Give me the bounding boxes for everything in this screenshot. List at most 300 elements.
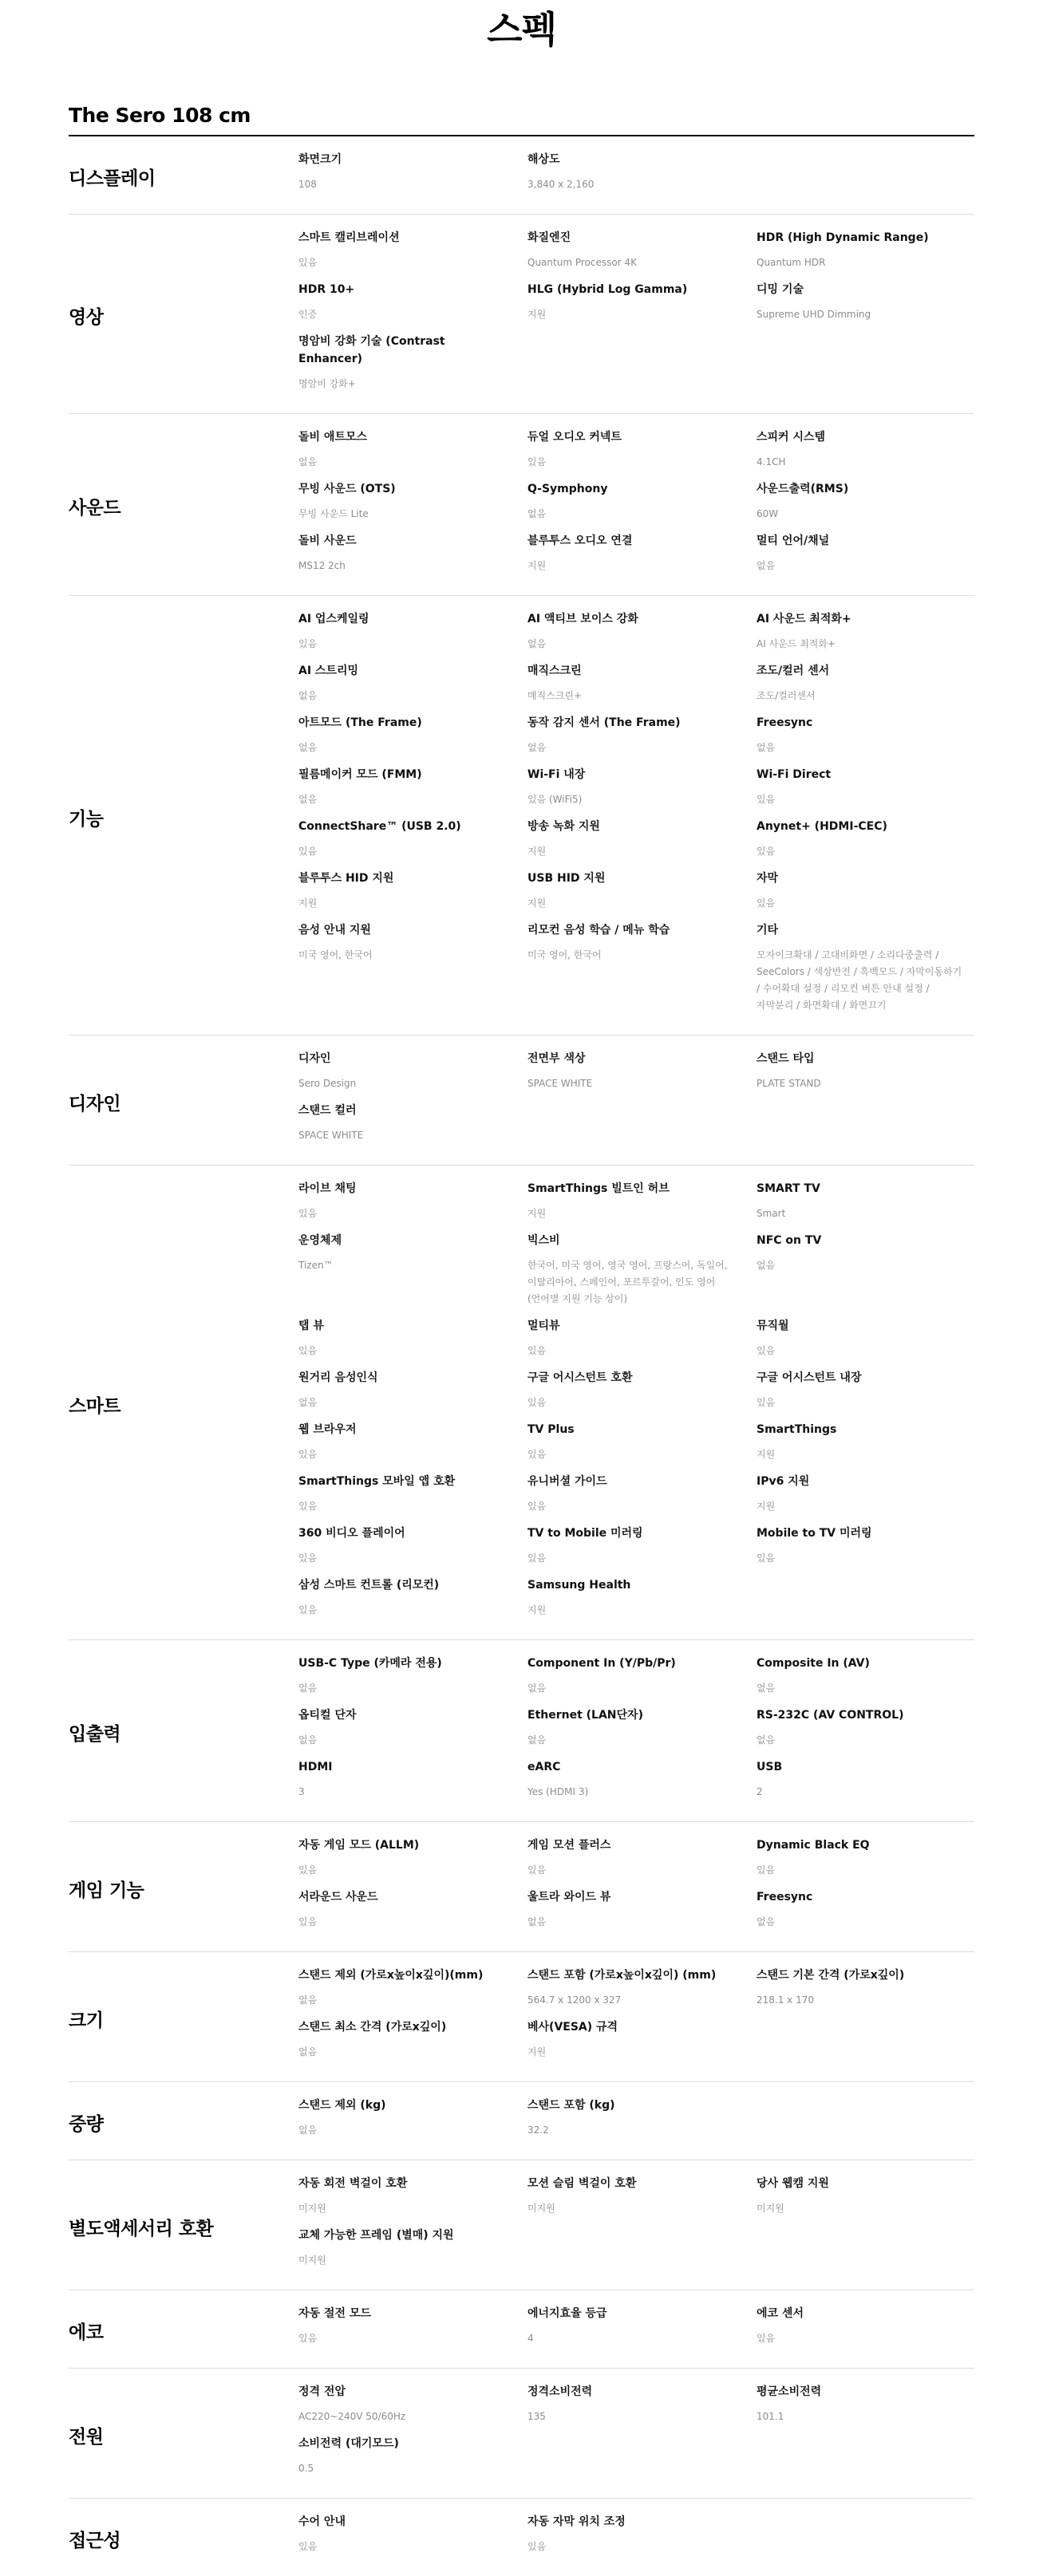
spec-value: 있음	[298, 2333, 318, 2344]
spec-value: AC220~240V 50/60Hz	[298, 2411, 406, 2422]
spec-name: AI 업스케일링	[298, 613, 369, 625]
spec-item	[757, 714, 986, 756]
spec-name: 울트라 와이드 뷰	[527, 1891, 611, 1903]
spec-value: 지원	[757, 1449, 776, 1460]
spec-section	[69, 1952, 974, 2082]
spec-item	[298, 766, 527, 808]
spec-name: Samsung Health	[527, 1579, 631, 1592]
spec-value: 미국 영어, 한국어	[298, 949, 373, 961]
spec-item	[757, 1050, 986, 1092]
spec-item	[298, 2435, 527, 2477]
spec-name: 명암비 강화 기술 (Contrast Enhancer)	[298, 335, 445, 365]
spec-value: 있음	[527, 1397, 547, 1408]
spec-item	[527, 1317, 757, 1359]
spec-value: 조도/컬러센서	[757, 690, 816, 701]
spec-value: AI 사운드 최적화+	[757, 638, 836, 649]
spec-name: ConnectShare™ (USB 2.0)	[298, 820, 461, 833]
spec-grid	[298, 229, 986, 402]
spec-item	[527, 2513, 757, 2555]
spec-name: 사운드출력(RMS)	[757, 483, 849, 495]
spec-name: 화질엔진	[527, 231, 571, 244]
spec-item	[757, 2175, 986, 2217]
spec-item	[757, 766, 986, 808]
spec-item	[527, 1050, 757, 1092]
spec-value: 있음	[757, 794, 776, 805]
spec-name: USB	[757, 1761, 783, 1773]
spec-item	[298, 151, 527, 193]
spec-name: 블루투스 오디오 연결	[527, 535, 633, 547]
spec-value: 있음	[298, 1449, 318, 1460]
spec-name: HLG (Hybrid Log Gamma)	[527, 283, 688, 296]
spec-item	[298, 2175, 527, 2217]
spec-section	[69, 215, 974, 414]
spec-item	[298, 714, 527, 756]
spec-value: 없음	[757, 1734, 776, 1746]
spec-name: 스피커 시스템	[757, 431, 826, 444]
spec-item	[527, 921, 757, 1014]
spec-name: 유니버셜 가이드	[527, 1475, 607, 1488]
spec-name: 원거리 음성인식	[298, 1371, 378, 1384]
spec-name: 아트모드 (The Frame)	[298, 716, 422, 729]
spec-value: 있음	[757, 1864, 776, 1876]
spec-item	[757, 1473, 986, 1515]
spec-name: 자막	[757, 872, 779, 885]
section-title: 게임 기능	[69, 1880, 144, 1901]
spec-item	[298, 870, 527, 912]
spec-name: 자동 자막 위치 조정	[527, 2515, 626, 2528]
spec-value: 있음 (WiFi5)	[527, 794, 583, 805]
spec-item	[298, 921, 527, 1014]
spec-value: 지원	[298, 897, 318, 909]
spec-value: 없음	[298, 2046, 318, 2057]
spec-item	[298, 1836, 527, 1879]
section-title: 스마트	[69, 1395, 121, 1417]
spec-value: 미지원	[527, 2203, 555, 2214]
spec-value: 없음	[298, 794, 318, 805]
spec-value: 지원	[527, 897, 547, 909]
spec-name: 디자인	[298, 1052, 331, 1065]
spec-value: 없음	[527, 742, 547, 753]
spec-name: 돌비 애트모스	[298, 431, 368, 444]
spec-name: Component In (Y/Pb/Pr)	[527, 1657, 676, 1670]
spec-item	[527, 1576, 757, 1619]
spec-item	[298, 480, 527, 523]
spec-value: 미국 영어, 한국어	[527, 949, 602, 961]
spec-grid	[298, 2383, 986, 2487]
spec-section	[69, 1166, 974, 1640]
spec-value: 지원	[527, 309, 547, 320]
spec-value: SPACE WHITE	[527, 1078, 593, 1089]
spec-value: 있음	[527, 1864, 547, 1876]
spec-item	[527, 610, 757, 653]
spec-value: 없음	[527, 508, 547, 519]
spec-item	[527, 229, 757, 271]
spec-sections	[69, 136, 974, 2576]
spec-item	[298, 281, 527, 323]
spec-name: 구글 어시스턴트 호환	[527, 1371, 633, 1384]
spec-name: 뮤직월	[757, 1320, 789, 1332]
spec-item	[757, 1967, 986, 2009]
spec-name: 정격소비전력	[527, 2385, 593, 2398]
spec-name: 자동 게임 모드 (ALLM)	[298, 1839, 420, 1852]
spec-name: 듀얼 오디오 커넥트	[527, 431, 622, 444]
spec-grid	[298, 1967, 986, 2070]
spec-value: 564.7 x 1200 x 327	[527, 1994, 622, 2006]
spec-name: HDR 10+	[298, 283, 355, 296]
spec-item	[527, 2097, 757, 2139]
spec-name: AI 액티브 보이스 강화	[527, 613, 638, 625]
spec-item	[298, 1317, 527, 1359]
spec-name: 스마트 캘리브레이션	[298, 231, 400, 244]
spec-item	[757, 532, 986, 574]
model-name: The Sero 108 cm	[69, 104, 974, 136]
spec-item	[757, 1180, 986, 1222]
spec-value: 미지원	[757, 2203, 784, 2214]
spec-item	[298, 2227, 527, 2269]
spec-item	[527, 870, 757, 912]
spec-name: 돌비 사운드	[298, 535, 357, 547]
spec-value: 매직스크린+	[527, 690, 583, 701]
spec-name: eARC	[527, 1761, 561, 1773]
spec-item	[527, 480, 757, 523]
spec-name: 해상도	[527, 153, 560, 166]
spec-name: 전면부 색상	[527, 1052, 586, 1065]
spec-value: 없음	[757, 560, 776, 571]
spec-item	[298, 1525, 527, 1567]
spec-item	[527, 1655, 757, 1697]
spec-item	[527, 1473, 757, 1515]
spec-name: 웹 브라우저	[298, 1423, 357, 1436]
spec-value: 지원	[527, 1208, 547, 1219]
spec-item	[757, 480, 986, 523]
section-title: 디자인	[69, 1093, 121, 1114]
spec-value: 3,840 x 2,160	[527, 179, 595, 190]
spec-value: 101.1	[757, 2411, 784, 2422]
spec-value: 미지원	[298, 2203, 326, 2214]
spec-item	[527, 532, 757, 574]
spec-item	[298, 1369, 527, 1411]
spec-value: 인증	[298, 309, 318, 320]
spec-item	[757, 1655, 986, 1697]
spec-name: 필름메이커 모드 (FMM)	[298, 768, 422, 781]
spec-value: 있음	[757, 1397, 776, 1408]
spec-grid	[298, 1836, 986, 1940]
section-title: 입출력	[69, 1724, 121, 1745]
spec-name: 서라운드 사운드	[298, 1891, 378, 1903]
spec-value: 없음	[298, 1682, 318, 1694]
spec-value: 명암비 강화+	[298, 378, 356, 389]
spec-item	[298, 1102, 527, 1144]
spec-name: 스탠드 제외 (가로x높이x깊이)(mm)	[298, 1969, 484, 1982]
spec-value: 없음	[298, 2124, 318, 2136]
spec-name: 스탠드 최소 간격 (가로x깊이)	[298, 2021, 447, 2034]
spec-name: AI 사운드 최적화+	[757, 613, 851, 625]
spec-name: Freesync	[757, 1891, 813, 1903]
spec-name: 소비전력 (대기모드)	[298, 2437, 399, 2450]
spec-value: 모자이크확대 / 고대비화면 / 소리다중출력 / SeeColors / 색상반전 / 흑백모드 / 자막이동하기 / 수어확대 설정 / 리모컨 버튼 안내 설정 / 자막분리 / 화면확대 / 화면끄기	[757, 949, 962, 1011]
spec-value: PLATE STAND	[757, 1078, 821, 1089]
spec-value: 지원	[527, 2046, 547, 2057]
spec-value: 있음	[298, 1552, 318, 1564]
spec-item	[298, 1576, 527, 1619]
spec-value: 있음	[298, 1864, 318, 1876]
spec-item	[527, 2018, 757, 2061]
spec-item	[527, 766, 757, 808]
spec-grid	[298, 1050, 986, 1154]
spec-name: 스탠드 포함 (kg)	[527, 2099, 615, 2112]
spec-value: Supreme UHD Dimming	[757, 309, 871, 320]
spec-name: Wi-Fi Direct	[757, 768, 832, 781]
section-title: 별도액세서리 호환	[69, 2218, 214, 2239]
spec-value: 4.1CH	[757, 456, 786, 467]
spec-item	[298, 2383, 527, 2425]
spec-item	[298, 1655, 527, 1697]
spec-section	[69, 2290, 974, 2369]
spec-value: 없음	[298, 456, 318, 467]
spec-value: 32.2	[527, 2124, 549, 2136]
spec-name: Dynamic Black EQ	[757, 1839, 870, 1852]
spec-item	[298, 1050, 527, 1092]
spec-value: Smart	[757, 1208, 786, 1219]
spec-name: 베사(VESA) 규격	[527, 2021, 618, 2034]
spec-section	[69, 136, 974, 215]
spec-value: 있음	[527, 1449, 547, 1460]
spec-value: 있음	[527, 456, 547, 467]
spec-item	[527, 281, 757, 323]
spec-name: 탭 뷰	[298, 1320, 324, 1332]
spec-section	[69, 2499, 974, 2576]
spec-value: Sero Design	[298, 1078, 357, 1089]
spec-item	[298, 2305, 527, 2347]
spec-section	[69, 414, 974, 596]
spec-item	[527, 1525, 757, 1567]
spec-name: 빅스비	[527, 1234, 560, 1247]
spec-name: 매직스크린	[527, 665, 582, 677]
spec-name: 운영체제	[298, 1234, 342, 1247]
spec-item	[527, 1180, 757, 1222]
spec-item	[757, 610, 986, 653]
spec-item	[757, 1232, 986, 1308]
section-title: 기능	[69, 808, 104, 830]
spec-item	[298, 532, 527, 574]
section-title: 접근성	[69, 2531, 121, 2551]
spec-item	[527, 1706, 757, 1749]
spec-value: 지원	[527, 560, 547, 571]
spec-value: 있음	[527, 2541, 547, 2552]
spec-name: 무빙 사운드 (OTS)	[298, 483, 396, 495]
spec-value: 4	[527, 2333, 534, 2344]
spec-name: RS-232C (AV CONTROL)	[757, 1709, 904, 1722]
section-title: 중량	[69, 2114, 104, 2135]
spec-value: 있음	[298, 257, 318, 268]
spec-grid	[298, 1655, 986, 1810]
spec-item	[527, 1421, 757, 1463]
spec-value: 없음	[298, 1397, 318, 1408]
spec-section	[69, 596, 974, 1036]
spec-item	[298, 1888, 527, 1931]
spec-name: NFC on TV	[757, 1234, 822, 1247]
spec-name: 리모컨 음성 학습 / 메뉴 학습	[527, 924, 670, 937]
spec-name: TV Plus	[527, 1423, 575, 1436]
spec-item	[298, 1232, 527, 1308]
spec-item	[757, 1758, 986, 1801]
spec-name: 옵티컬 단자	[298, 1709, 357, 1722]
spec-name: Anynet+ (HDMI-CEC)	[757, 820, 887, 833]
spec-name: 스탠드 포함 (가로x높이x깊이) (mm)	[527, 1969, 717, 1982]
spec-item	[527, 1758, 757, 1801]
spec-value: 지원	[527, 1604, 547, 1615]
spec-name: 스탠드 타입	[757, 1052, 815, 1065]
spec-item	[298, 2513, 527, 2555]
spec-value: 있음	[757, 1345, 776, 1356]
section-title: 디스플레이	[69, 168, 156, 189]
spec-value: MS12 2ch	[298, 560, 346, 571]
spec-value: 한국어, 미국 영어, 영국 영어, 프랑스어, 독일어, 이탈리아어, 스페인어, 포르투갈어, 인도 영어 (언어별 지원 기능 상이)	[527, 1260, 728, 1304]
spec-name: IPv6 지원	[757, 1475, 810, 1488]
spec-item	[757, 662, 986, 704]
spec-item	[298, 818, 527, 860]
spec-value: 무빙 사운드 Lite	[298, 508, 369, 519]
spec-item	[757, 1421, 986, 1463]
spec-value: 없음	[757, 1916, 776, 1927]
spec-name: 수어 안내	[298, 2515, 346, 2528]
spec-name: 방송 녹화 지원	[527, 820, 600, 833]
spec-name: TV to Mobile 미러링	[527, 1527, 643, 1540]
spec-item	[298, 428, 527, 471]
spec-item	[527, 428, 757, 471]
spec-name: HDMI	[298, 1761, 333, 1773]
spec-name: 삼성 스마트 컨트롤 (리모컨)	[298, 1579, 440, 1592]
spec-name: 당사 웹캠 지원	[757, 2177, 829, 2190]
spec-name: USB HID 지원	[527, 872, 606, 885]
spec-value: 218.1 x 170	[757, 1994, 814, 2006]
spec-item	[298, 229, 527, 271]
spec-value: 없음	[298, 1734, 318, 1746]
spec-section	[69, 1640, 974, 1822]
spec-name: 게임 모션 플러스	[527, 1839, 611, 1852]
spec-name: 멀티뷰	[527, 1320, 560, 1332]
spec-value: 있음	[527, 1501, 547, 1512]
spec-name: 정격 전압	[298, 2385, 346, 2398]
spec-value: 있음	[757, 2333, 776, 2344]
spec-item	[298, 1758, 527, 1801]
spec-name: Wi-Fi 내장	[527, 768, 586, 781]
spec-item	[527, 2383, 757, 2425]
spec-item	[527, 1369, 757, 1411]
spec-item	[298, 662, 527, 704]
spec-item	[527, 1967, 757, 2009]
spec-item	[757, 229, 986, 271]
spec-item	[757, 1369, 986, 1411]
spec-name: SmartThings	[757, 1423, 837, 1436]
spec-name: 동작 감지 센서 (The Frame)	[527, 716, 681, 729]
spec-value: 2	[757, 1786, 763, 1797]
spec-item	[298, 1706, 527, 1749]
spec-name: 기타	[757, 924, 779, 937]
spec-item	[298, 2097, 527, 2139]
spec-grid	[298, 428, 986, 584]
spec-value: 있음	[298, 846, 318, 857]
spec-value: 없음	[298, 742, 318, 753]
spec-section	[69, 1822, 974, 1952]
section-title: 영상	[69, 307, 104, 328]
spec-name: 스탠드 기본 간격 (가로x깊이)	[757, 1969, 905, 1982]
spec-value: 108	[298, 179, 317, 190]
spec-value: 없음	[298, 1994, 318, 2006]
spec-item	[757, 2383, 986, 2425]
spec-name: SmartThings 빌트인 허브	[527, 1182, 670, 1195]
spec-name: 멀티 언어/채널	[757, 535, 830, 547]
spec-value: SPACE WHITE	[298, 1130, 364, 1141]
spec-name: Mobile to TV 미러링	[757, 1527, 872, 1540]
spec-value: 미지원	[298, 2254, 326, 2266]
spec-name: 화면크기	[298, 153, 342, 166]
spec-value: 3	[298, 1786, 305, 1797]
spec-value: 없음	[298, 690, 318, 701]
spec-grid	[298, 1180, 986, 1628]
spec-grid	[298, 2175, 986, 2278]
section-title: 사운드	[69, 498, 121, 519]
spec-value: 없음	[757, 1260, 776, 1271]
spec-value: 있음	[527, 1552, 547, 1564]
spec-grid	[298, 610, 986, 1024]
spec-grid	[298, 151, 986, 203]
spec-name: Q-Symphony	[527, 483, 608, 495]
spec-item	[527, 151, 757, 193]
spec-name: 자동 회전 벽걸이 호환	[298, 2177, 408, 2190]
spec-item	[527, 1888, 757, 1931]
spec-grid	[298, 2513, 986, 2565]
spec-item	[757, 1525, 986, 1567]
spec-name: SmartThings 모바일 앱 호환	[298, 1475, 456, 1488]
spec-value: 있음	[298, 2541, 318, 2552]
spec-item	[298, 610, 527, 653]
spec-name: 조도/컬러 센서	[757, 665, 830, 677]
spec-section	[69, 2160, 974, 2290]
spec-item	[757, 428, 986, 471]
spec-name: 음성 안내 지원	[298, 924, 371, 937]
spec-item	[527, 662, 757, 704]
spec-item	[298, 1473, 527, 1515]
spec-value: 0.5	[298, 2463, 314, 2474]
spec-item	[527, 1836, 757, 1879]
spec-item	[527, 2175, 757, 2217]
spec-value: 135	[527, 2411, 546, 2422]
spec-value: Quantum HDR	[757, 257, 826, 268]
spec-value: Quantum Processor 4K	[527, 257, 637, 268]
spec-item	[298, 2018, 527, 2061]
spec-name: 구글 어시스턴트 내장	[757, 1371, 862, 1384]
spec-name: 스탠드 컬러	[298, 1104, 357, 1117]
spec-value: 있음	[298, 1208, 318, 1219]
spec-value: 지원	[757, 1501, 776, 1512]
spec-value: 없음	[527, 1916, 547, 1927]
spec-name: Freesync	[757, 716, 813, 729]
spec-item	[757, 818, 986, 860]
spec-value: 있음	[298, 1604, 318, 1615]
spec-value: 지원	[527, 846, 547, 857]
spec-value: 없음	[527, 1682, 547, 1694]
spec-name: HDR (High Dynamic Range)	[757, 231, 929, 244]
spec-item	[757, 1888, 986, 1931]
spec-item	[757, 2305, 986, 2347]
spec-name: Composite In (AV)	[757, 1657, 870, 1670]
spec-value: 60W	[757, 508, 779, 519]
section-title: 전원	[69, 2426, 104, 2448]
spec-value: 있음	[298, 1916, 318, 1927]
spec-item	[757, 870, 986, 912]
spec-value: 있음	[298, 1345, 318, 1356]
